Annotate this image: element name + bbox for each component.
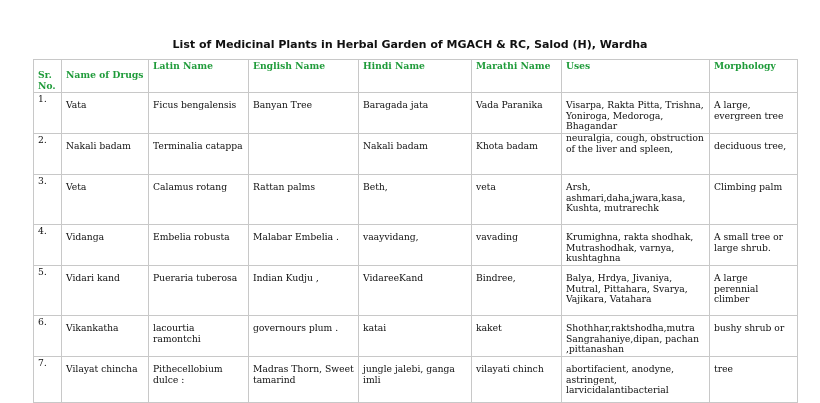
cell-drug-name: Vidari kand	[62, 266, 149, 316]
cell-hindi-name: VidareeKand	[359, 266, 472, 316]
cell-uses: Shothhar,raktshodha,mutra Sangrahaniye,dipan, pachan ,pittanashan	[562, 316, 710, 357]
cell-sr-no: 3.	[34, 175, 62, 225]
table-row	[34, 225, 798, 266]
header-uses: Uses	[562, 60, 710, 93]
cell-sr-no: 4.	[34, 225, 62, 266]
header-morphology: Morphology	[710, 60, 798, 93]
cell-english-name: Indian Kudju ,	[249, 266, 359, 316]
header-marathi-name: Marathi Name	[472, 60, 562, 93]
table-row	[34, 266, 798, 316]
cell-drug-name: Nakali badam	[62, 134, 149, 175]
cell-latin-name: Ficus bengalensis	[149, 93, 249, 134]
cell-english-name	[249, 134, 359, 175]
cell-latin-name: Calamus rotang	[149, 175, 249, 225]
header-hindi-name: Hindi Name	[359, 60, 472, 93]
cell-marathi-name: Vada Paranika	[472, 93, 562, 134]
cell-morphology: deciduous tree,	[710, 134, 798, 175]
cell-sr-no: 1.	[34, 93, 62, 134]
cell-uses: Krumighna, rakta shodhak, Mutrashodhak, varnya, kushtaghna	[562, 225, 710, 266]
document-title: List of Medicinal Plants in Herbal Garden of MGACH & RC, Salod (H), Wardha	[172, 38, 648, 51]
cell-drug-name: Vidanga	[62, 225, 149, 266]
cell-uses: Balya, Hrdya, Jivaniya, Mutral, Pittahara, Svarya, Vajikara, Vatahara	[562, 266, 710, 316]
cell-marathi-name: Khota badam	[472, 134, 562, 175]
header-latin-name: Latin Name	[149, 60, 249, 93]
cell-uses: Arsh, ashmari,daha,jwara,kasa, Kushta, mutrarechk	[562, 175, 710, 225]
table-row	[34, 357, 798, 403]
cell-morphology: bushy shrub or	[710, 316, 798, 357]
cell-latin-name: Pueraria tuberosa	[149, 266, 249, 316]
cell-morphology: Climbing palm	[710, 175, 798, 225]
cell-uses: neuralgia, cough, obstruction of the liver and spleen,	[562, 134, 710, 175]
cell-drug-name: Vilayat chincha	[62, 357, 149, 403]
cell-morphology: A large perennial climber	[710, 266, 798, 316]
medicinal-plants-table	[33, 59, 798, 403]
header-row	[34, 60, 798, 93]
cell-latin-name: Pithecellobium dulce :	[149, 357, 249, 403]
cell-marathi-name: veta	[472, 175, 562, 225]
cell-hindi-name: jungle jalebi, ganga imli	[359, 357, 472, 403]
header-sr-no: Sr. No.	[34, 60, 62, 93]
cell-latin-name: Embelia robusta	[149, 225, 249, 266]
cell-uses: abortifacient, anodyne, astringent, larvicidalantibacterial	[562, 357, 710, 403]
cell-drug-name: Vata	[62, 93, 149, 134]
table-row	[34, 175, 798, 225]
cell-marathi-name: vavading	[472, 225, 562, 266]
cell-marathi-name: Bindree,	[472, 266, 562, 316]
cell-sr-no: 2.	[34, 134, 62, 175]
table-row	[34, 134, 798, 175]
cell-hindi-name: vaayvidang,	[359, 225, 472, 266]
cell-morphology: tree	[710, 357, 798, 403]
cell-sr-no: 5.	[34, 266, 62, 316]
table-row	[34, 316, 798, 357]
cell-morphology: A small tree or large shrub.	[710, 225, 798, 266]
cell-drug-name: Vikankatha	[62, 316, 149, 357]
cell-latin-name: Terminalia catappa	[149, 134, 249, 175]
cell-english-name: Rattan palms	[249, 175, 359, 225]
cell-uses: Visarpa, Rakta Pitta, Trishna, Yoniroga, Medoroga, Bhagandar	[562, 93, 710, 134]
cell-hindi-name: Beth,	[359, 175, 472, 225]
cell-english-name: Malabar Embelia .	[249, 225, 359, 266]
header-english-name: English Name	[249, 60, 359, 93]
cell-hindi-name: Baragada jata	[359, 93, 472, 134]
cell-drug-name: Veta	[62, 175, 149, 225]
cell-sr-no: 6.	[34, 316, 62, 357]
cell-english-name: governours plum .	[249, 316, 359, 357]
cell-morphology: A large, evergreen tree	[710, 93, 798, 134]
cell-english-name: Madras Thorn, Sweet tamarind	[249, 357, 359, 403]
cell-sr-no: 7.	[34, 357, 62, 403]
cell-hindi-name: Nakali badam	[359, 134, 472, 175]
cell-latin-name: lacourtia ramontchi	[149, 316, 249, 357]
header-name-of-drugs: Name of Drugs	[62, 60, 149, 93]
cell-marathi-name: kaket	[472, 316, 562, 357]
cell-english-name: Banyan Tree	[249, 93, 359, 134]
table-row	[34, 93, 798, 134]
cell-marathi-name: vilayati chinch	[472, 357, 562, 403]
cell-hindi-name: katai	[359, 316, 472, 357]
